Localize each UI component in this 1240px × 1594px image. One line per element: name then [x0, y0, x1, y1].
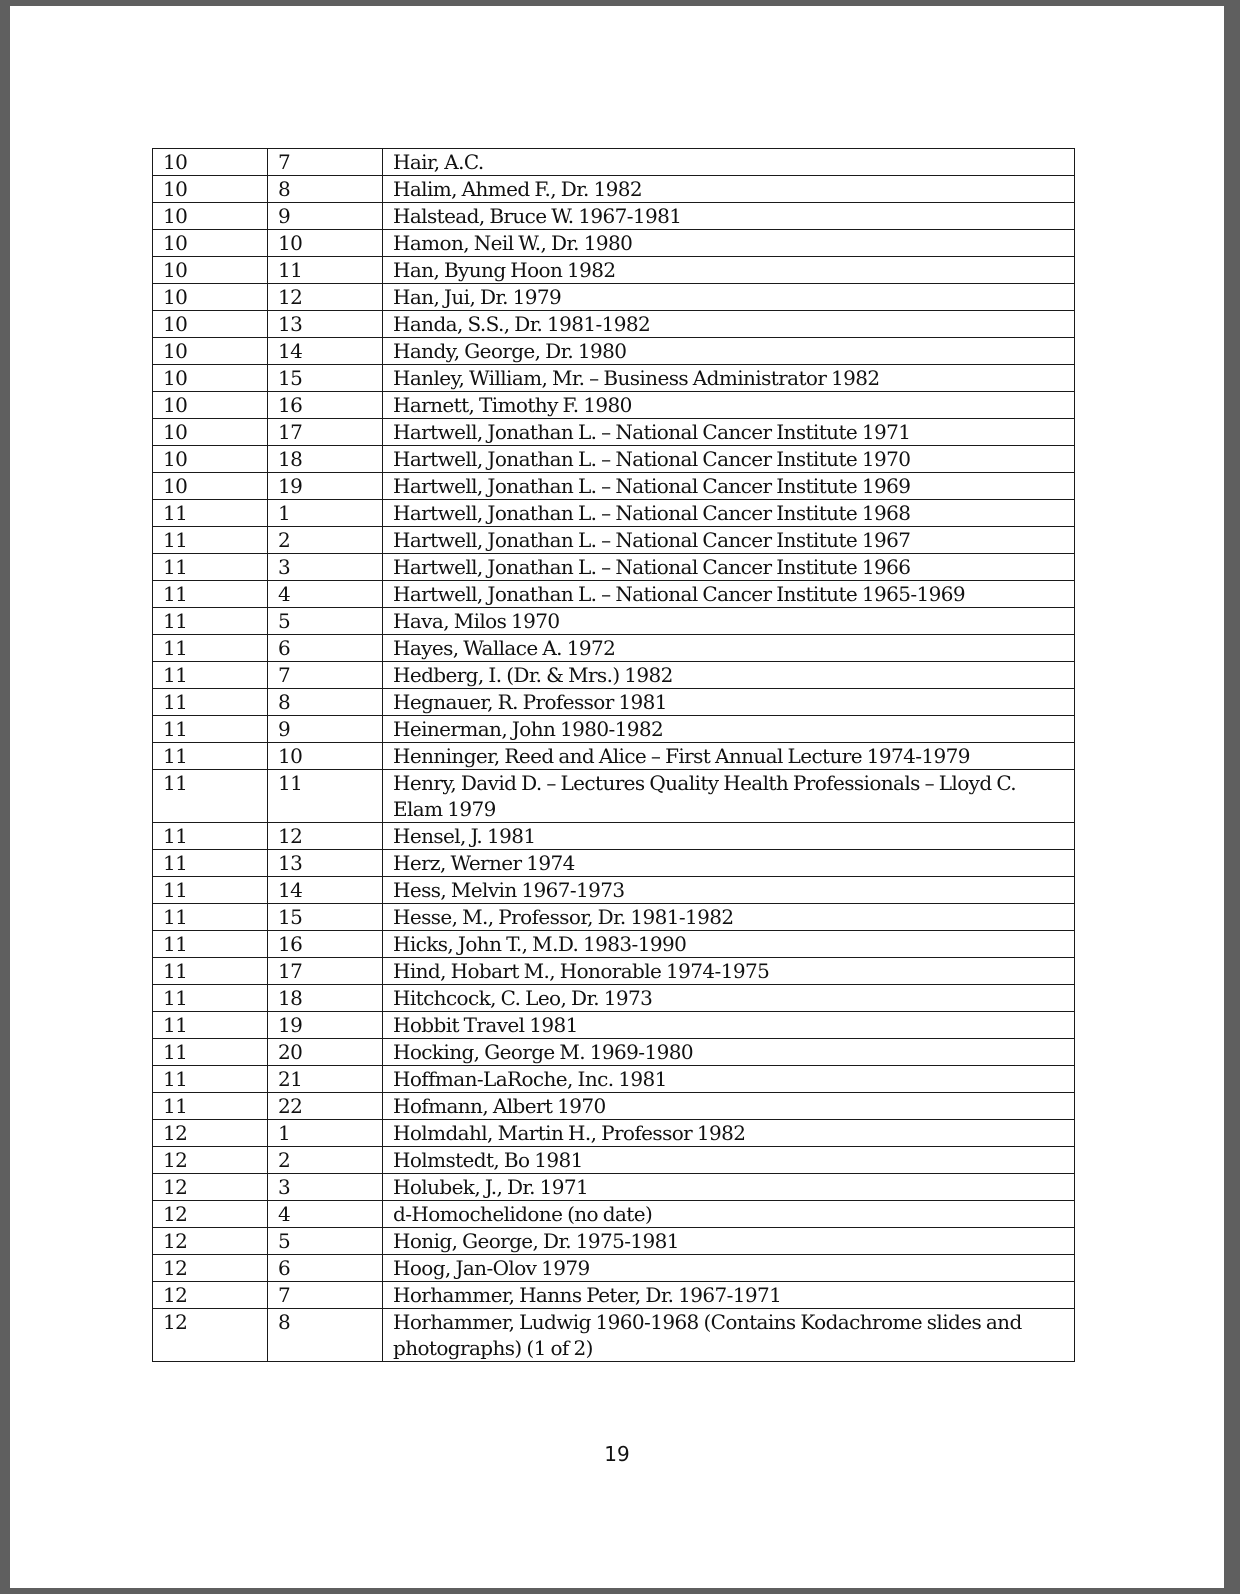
description-cell: Horhammer, Hanns Peter, Dr. 1967-1971 — [383, 1282, 1075, 1309]
box-number-cell: 12 — [153, 1174, 268, 1201]
folder-number-cell: 19 — [268, 473, 383, 500]
folder-number-cell: 9 — [268, 203, 383, 230]
folder-number-cell: 22 — [268, 1093, 383, 1120]
description-cell: Hartwell, Jonathan L. – National Cancer Institute 1971 — [383, 419, 1075, 446]
description-cell: Hoffman-LaRoche, Inc. 1981 — [383, 1066, 1075, 1093]
folder-number-cell: 11 — [268, 257, 383, 284]
box-number-cell: 11 — [153, 662, 268, 689]
folder-number-cell: 21 — [268, 1066, 383, 1093]
description-cell: Hocking, George M. 1969-1980 — [383, 1039, 1075, 1066]
table-row — [153, 500, 1075, 527]
description-cell: Handa, S.S., Dr. 1981-1982 — [383, 311, 1075, 338]
description-cell: Hartwell, Jonathan L. – National Cancer Institute 1969 — [383, 473, 1075, 500]
table-row — [153, 662, 1075, 689]
folder-number-cell: 15 — [268, 365, 383, 392]
folder-number-cell: 16 — [268, 931, 383, 958]
table-row — [153, 473, 1075, 500]
box-number-cell: 11 — [153, 689, 268, 716]
box-number-cell: 11 — [153, 770, 268, 823]
box-number-cell: 12 — [153, 1309, 268, 1362]
description-cell: Hayes, Wallace A. 1972 — [383, 635, 1075, 662]
description-cell: Heinerman, John 1980-1982 — [383, 716, 1075, 743]
folder-number-cell: 6 — [268, 635, 383, 662]
table-row — [153, 1228, 1075, 1255]
folder-number-cell: 13 — [268, 311, 383, 338]
description-cell: Honig, George, Dr. 1975-1981 — [383, 1228, 1075, 1255]
folder-number-cell: 10 — [268, 230, 383, 257]
table-row — [153, 581, 1075, 608]
description-cell: Hartwell, Jonathan L. – National Cancer Institute 1965-1969 — [383, 581, 1075, 608]
box-number-cell: 11 — [153, 743, 268, 770]
box-number-cell: 11 — [153, 608, 268, 635]
description-cell: Hedberg, I. (Dr. & Mrs.) 1982 — [383, 662, 1075, 689]
folder-number-cell: 10 — [268, 743, 383, 770]
folder-number-cell: 8 — [268, 176, 383, 203]
table-row — [153, 1066, 1075, 1093]
description-cell: Hofmann, Albert 1970 — [383, 1093, 1075, 1120]
box-number-cell: 10 — [153, 446, 268, 473]
box-number-cell: 10 — [153, 230, 268, 257]
folder-number-cell: 12 — [268, 823, 383, 850]
folder-number-cell: 20 — [268, 1039, 383, 1066]
description-cell: Hitchcock, C. Leo, Dr. 1973 — [383, 985, 1075, 1012]
table-row — [153, 931, 1075, 958]
folder-number-cell: 1 — [268, 500, 383, 527]
page-number: 19 — [604, 1442, 630, 1466]
box-number-cell: 11 — [153, 877, 268, 904]
description-cell: Hoog, Jan-Olov 1979 — [383, 1255, 1075, 1282]
description-cell: Herz, Werner 1974 — [383, 850, 1075, 877]
table-row — [153, 823, 1075, 850]
box-folder-table — [152, 148, 1075, 1362]
folder-number-cell: 11 — [268, 770, 383, 823]
description-cell: Hartwell, Jonathan L. – National Cancer Institute 1966 — [383, 554, 1075, 581]
folder-number-cell: 7 — [268, 149, 383, 176]
description-cell: Hanley, William, Mr. – Business Administrator 1982 — [383, 365, 1075, 392]
box-number-cell: 10 — [153, 176, 268, 203]
table-row — [153, 743, 1075, 770]
folder-number-cell: 13 — [268, 850, 383, 877]
description-cell: Holubek, J., Dr. 1971 — [383, 1174, 1075, 1201]
description-cell: Hava, Milos 1970 — [383, 608, 1075, 635]
description-cell: Hair, A.C. — [383, 149, 1075, 176]
description-cell: Hamon, Neil W., Dr. 1980 — [383, 230, 1075, 257]
description-cell: Henninger, Reed and Alice – First Annual Lecture 1974-1979 — [383, 743, 1075, 770]
description-cell: d-Homochelidone (no date) — [383, 1201, 1075, 1228]
table-row — [153, 203, 1075, 230]
table-row — [153, 338, 1075, 365]
description-cell: Hicks, John T., M.D. 1983-1990 — [383, 931, 1075, 958]
table-row — [153, 770, 1075, 823]
box-number-cell: 11 — [153, 1039, 268, 1066]
table-row — [153, 1255, 1075, 1282]
table-row — [153, 635, 1075, 662]
table-row — [153, 176, 1075, 203]
table-row — [153, 1093, 1075, 1120]
box-number-cell: 11 — [153, 1012, 268, 1039]
box-number-cell: 10 — [153, 257, 268, 284]
description-cell: Han, Jui, Dr. 1979 — [383, 284, 1075, 311]
description-cell: Hensel, J. 1981 — [383, 823, 1075, 850]
description-cell: Henry, David D. – Lectures Quality Health Professionals – Lloyd C. Elam 1979 — [383, 770, 1075, 823]
folder-number-cell: 14 — [268, 877, 383, 904]
box-number-cell: 11 — [153, 1066, 268, 1093]
box-number-cell: 10 — [153, 311, 268, 338]
folder-number-cell: 15 — [268, 904, 383, 931]
folder-number-cell: 2 — [268, 527, 383, 554]
box-number-cell: 11 — [153, 716, 268, 743]
description-cell: Harnett, Timothy F. 1980 — [383, 392, 1075, 419]
table-row — [153, 284, 1075, 311]
description-cell: Hartwell, Jonathan L. – National Cancer Institute 1970 — [383, 446, 1075, 473]
box-number-cell: 10 — [153, 284, 268, 311]
box-number-cell: 12 — [153, 1282, 268, 1309]
table-row — [153, 392, 1075, 419]
table-row — [153, 1282, 1075, 1309]
folder-number-cell: 18 — [268, 446, 383, 473]
box-number-cell: 10 — [153, 338, 268, 365]
box-number-cell: 11 — [153, 823, 268, 850]
folder-number-cell: 3 — [268, 554, 383, 581]
folder-number-cell: 18 — [268, 985, 383, 1012]
box-number-cell: 11 — [153, 904, 268, 931]
description-cell: Hess, Melvin 1967-1973 — [383, 877, 1075, 904]
folder-number-cell: 7 — [268, 662, 383, 689]
box-number-cell: 12 — [153, 1255, 268, 1282]
table-row — [153, 257, 1075, 284]
box-number-cell: 10 — [153, 203, 268, 230]
table-row — [153, 149, 1075, 176]
box-number-cell: 10 — [153, 419, 268, 446]
box-number-cell: 11 — [153, 931, 268, 958]
table-row — [153, 850, 1075, 877]
folder-number-cell: 4 — [268, 581, 383, 608]
folder-number-cell: 7 — [268, 1282, 383, 1309]
table-row — [153, 958, 1075, 985]
folder-number-cell: 9 — [268, 716, 383, 743]
folder-number-cell: 8 — [268, 1309, 383, 1362]
box-number-cell: 12 — [153, 1120, 268, 1147]
table-row — [153, 1120, 1075, 1147]
description-cell: Han, Byung Hoon 1982 — [383, 257, 1075, 284]
box-number-cell: 10 — [153, 473, 268, 500]
description-cell: Halstead, Bruce W. 1967-1981 — [383, 203, 1075, 230]
description-cell: Holmdahl, Martin H., Professor 1982 — [383, 1120, 1075, 1147]
box-number-cell: 11 — [153, 554, 268, 581]
box-number-cell: 11 — [153, 635, 268, 662]
folder-number-cell: 17 — [268, 958, 383, 985]
table-row — [153, 689, 1075, 716]
folder-number-cell: 2 — [268, 1147, 383, 1174]
folder-number-cell: 1 — [268, 1120, 383, 1147]
folder-number-cell: 5 — [268, 1228, 383, 1255]
box-number-cell: 11 — [153, 850, 268, 877]
table-row — [153, 527, 1075, 554]
box-number-cell: 10 — [153, 392, 268, 419]
document-page — [10, 6, 1224, 1588]
folder-number-cell: 12 — [268, 284, 383, 311]
table-row — [153, 1039, 1075, 1066]
table-row — [153, 608, 1075, 635]
description-cell: Hesse, M., Professor, Dr. 1981-1982 — [383, 904, 1075, 931]
folder-number-cell: 3 — [268, 1174, 383, 1201]
description-cell: Hobbit Travel 1981 — [383, 1012, 1075, 1039]
box-number-cell: 11 — [153, 958, 268, 985]
folder-number-cell: 14 — [268, 338, 383, 365]
folder-number-cell: 4 — [268, 1201, 383, 1228]
table-row — [153, 554, 1075, 581]
table-row — [153, 1201, 1075, 1228]
description-cell: Horhammer, Ludwig 1960-1968 (Contains Kodachrome slides and photographs) (1 of 2) — [383, 1309, 1075, 1362]
table-row — [153, 311, 1075, 338]
table-row — [153, 985, 1075, 1012]
table-row — [153, 1147, 1075, 1174]
table-row — [153, 230, 1075, 257]
folder-number-cell: 16 — [268, 392, 383, 419]
folder-number-cell: 17 — [268, 419, 383, 446]
box-number-cell: 11 — [153, 500, 268, 527]
box-number-cell: 11 — [153, 985, 268, 1012]
table-row — [153, 877, 1075, 904]
folder-number-cell: 5 — [268, 608, 383, 635]
box-number-cell: 12 — [153, 1147, 268, 1174]
description-cell: Hegnauer, R. Professor 1981 — [383, 689, 1075, 716]
folder-number-cell: 19 — [268, 1012, 383, 1039]
table-row — [153, 1174, 1075, 1201]
table-body — [153, 149, 1075, 1362]
description-cell: Halim, Ahmed F., Dr. 1982 — [383, 176, 1075, 203]
folder-number-cell: 8 — [268, 689, 383, 716]
table-row — [153, 716, 1075, 743]
box-number-cell: 10 — [153, 149, 268, 176]
box-number-cell: 11 — [153, 1093, 268, 1120]
folder-number-cell: 6 — [268, 1255, 383, 1282]
table-row — [153, 365, 1075, 392]
description-cell: Hartwell, Jonathan L. – National Cancer Institute 1967 — [383, 527, 1075, 554]
table-row — [153, 904, 1075, 931]
box-number-cell: 11 — [153, 581, 268, 608]
table-row — [153, 1012, 1075, 1039]
description-cell: Hind, Hobart M., Honorable 1974-1975 — [383, 958, 1075, 985]
box-number-cell: 12 — [153, 1201, 268, 1228]
description-cell: Holmstedt, Bo 1981 — [383, 1147, 1075, 1174]
table-row — [153, 419, 1075, 446]
table-row — [153, 1309, 1075, 1362]
box-number-cell: 10 — [153, 365, 268, 392]
box-number-cell: 12 — [153, 1228, 268, 1255]
table-row — [153, 446, 1075, 473]
description-cell: Handy, George, Dr. 1980 — [383, 338, 1075, 365]
description-cell: Hartwell, Jonathan L. – National Cancer Institute 1968 — [383, 500, 1075, 527]
box-number-cell: 11 — [153, 527, 268, 554]
